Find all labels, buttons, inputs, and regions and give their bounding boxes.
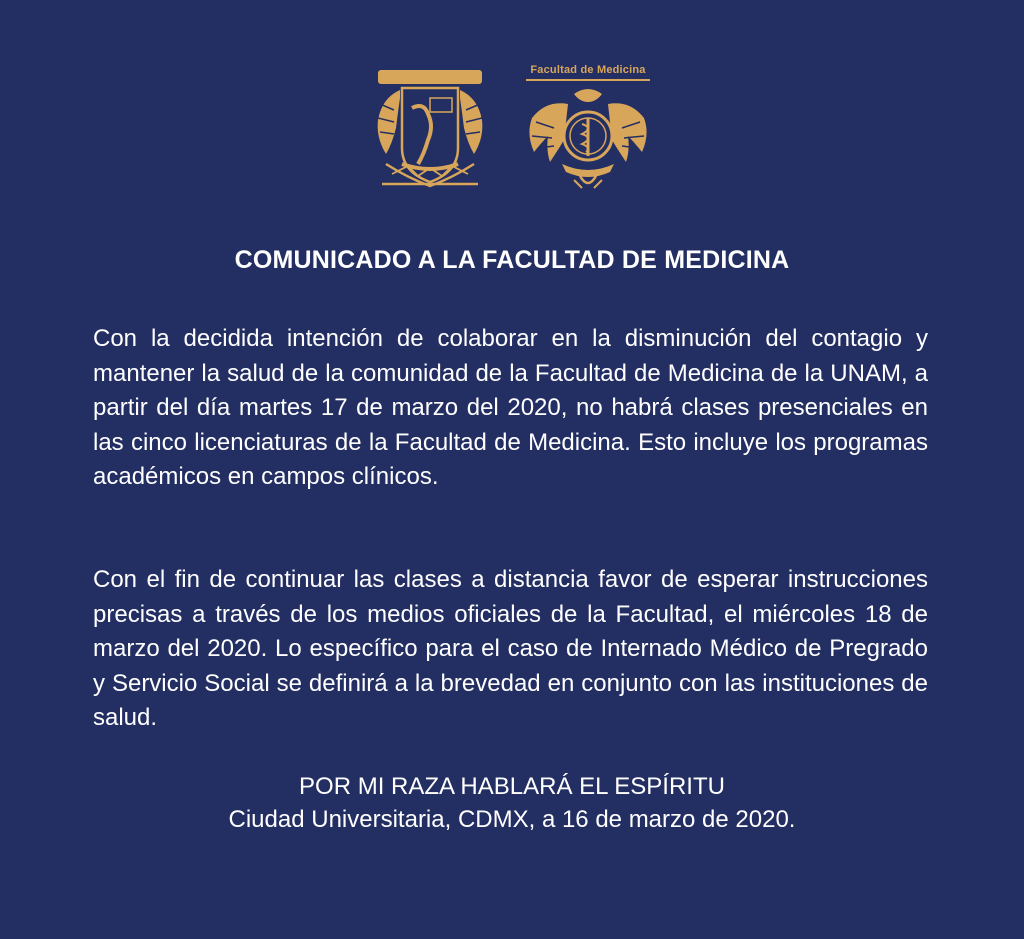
body-paragraph-1: Con la decidida intención de colaborar en la disminución del contagio y mantener la salud de la comunidad de la Facultad de Medicina de la UNAM, a partir del día martes 17 de marzo del 2020, no habrá clases presenciales en las cinco licenciaturas de la Facultad de Medicina. Esto incluye los programas académicos en campos clínicos. <box>93 325 928 490</box>
facultad-medicina-label: Facultad de Medicina <box>530 64 646 76</box>
facultad-medicina-logo <box>520 64 656 194</box>
logo-divider <box>526 79 650 81</box>
place-date: Ciudad Universitaria, CDMX, a 16 de marzo de 2020. <box>228 806 796 833</box>
facultad-medicina-escudo-icon <box>524 84 652 192</box>
document-title: COMUNICADO A LA FACULTAD DE MEDICINA <box>234 246 790 274</box>
unam-escudo-icon <box>372 68 488 192</box>
closing-block <box>0 770 1024 836</box>
motto: POR MI RAZA HABLARÁ EL ESPÍRITU <box>299 773 725 800</box>
body-paragraph-2: Con el fin de continuar las clases a distancia favor de esperar instrucciones precisas a través de los medios oficiales de la Facultad, el miércoles 18 de marzo del 2020. Lo específico para el caso de Internado Médico de Pregrado y Servicio Social se definirá a la brevedad en conjunto con las instituciones de salud. <box>93 566 928 731</box>
logos-header <box>0 64 1024 194</box>
